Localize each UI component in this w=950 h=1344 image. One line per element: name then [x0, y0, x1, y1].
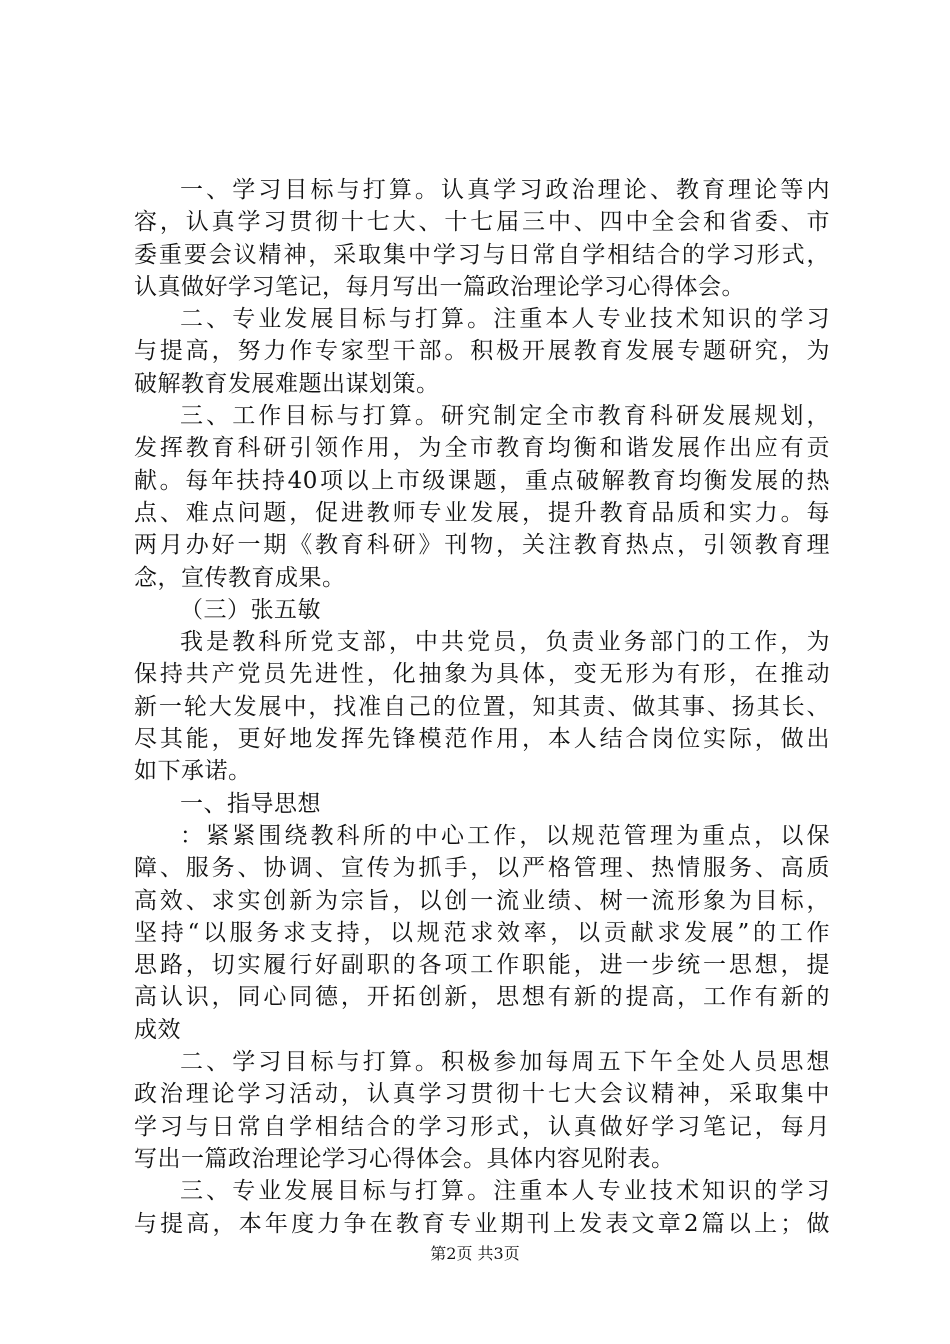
text-line: 点、难点问题，促进教师专业发展，提升教育品质和实力。每	[134, 499, 830, 526]
text-line: 委重要会议精神，采取集中学习与日常自学相结合的学习形式，	[134, 241, 830, 268]
text-line: 如下承诺。	[134, 758, 252, 785]
text-line: 容，认真学习贯彻十七大、十七届三中、四中全会和省委、市	[134, 209, 830, 236]
section-heading: 一、指导思想	[180, 790, 321, 817]
text-line: 尽其能，更好地发挥先锋模范作用，本人结合岗位实际，做出	[134, 726, 830, 753]
section-heading: （三）张五敏	[180, 596, 321, 623]
text-line: 与提高，本年度力争在教育专业期刊上发表文章2篇以上；做	[134, 1210, 830, 1237]
text-line: 献。每年扶持40项以上市级课题，重点破解教育均衡发展的热	[134, 467, 830, 494]
text-line: 念，宣传教育成果。	[134, 564, 346, 591]
text-line: 高认识，同心同德，开拓创新，思想有新的提高，工作有新的	[134, 984, 830, 1011]
text-line: 我是教科所党支部，中共党员，负责业务部门的工作，为	[180, 629, 830, 656]
text-line: 障、服务、协调、宣传为抓手，以严格管理、热情服务、高质	[134, 855, 830, 882]
text-line: 坚持“以服务求支持，以规范求效率，以贡献求发展”的工作	[134, 919, 830, 946]
text-line: ：紧紧围绕教科所的中心工作，以规范管理为重点，以保	[180, 822, 830, 849]
text-line: 认真做好学习笔记，每月写出一篇政治理论学习心得体会。	[134, 273, 745, 300]
text-line: 保持共产党员先进性，化抽象为具体，变无形为有形，在推动	[134, 661, 830, 688]
text-line: 二、学习目标与打算。积极参加每周五下午全处人员思想	[180, 1049, 830, 1076]
text-line: 写出一篇政治理论学习心得体会。具体内容见附表。	[134, 1145, 675, 1172]
text-line: 破解教育发展难题出谋划策。	[134, 370, 440, 397]
text-line: 三、专业发展目标与打算。注重本人专业技术知识的学习	[180, 1178, 830, 1205]
text-line: 新一轮大发展中，找准自己的位置，知其责、做其事、扬其长、	[134, 693, 830, 720]
text-line: 三、工作目标与打算。研究制定全市教育科研发展规划，	[180, 403, 830, 430]
text-line: 二、专业发展目标与打算。注重本人专业技术知识的学习	[180, 306, 830, 333]
text-line: 成效	[134, 1016, 181, 1043]
text-line: 学习与日常自学相结合的学习形式，认真做好学习笔记，每月	[134, 1113, 830, 1140]
page-number-footer: 第2页 共3页	[430, 1244, 520, 1263]
text-line: 发挥教育科研引领作用，为全市教育均衡和谐发展作出应有贡	[134, 435, 830, 462]
text-line: 两月办好一期《教育科研》刊物，关注教育热点，引领教育理	[134, 532, 830, 559]
document-body	[134, 174, 830, 1240]
text-line: 政治理论学习活动，认真学习贯彻十七大会议精神，采取集中	[134, 1081, 830, 1108]
text-line: 与提高，努力作专家型干部。积极开展教育发展专题研究，为	[134, 338, 830, 365]
text-line: 一、学习目标与打算。认真学习政治理论、教育理论等内	[180, 177, 830, 203]
text-line: 高效、求实创新为宗旨，以创一流业绩、树一流形象为目标，	[134, 887, 830, 914]
text-line: 思路，切实履行好副职的各项工作职能，进一步统一思想，提	[134, 952, 830, 979]
